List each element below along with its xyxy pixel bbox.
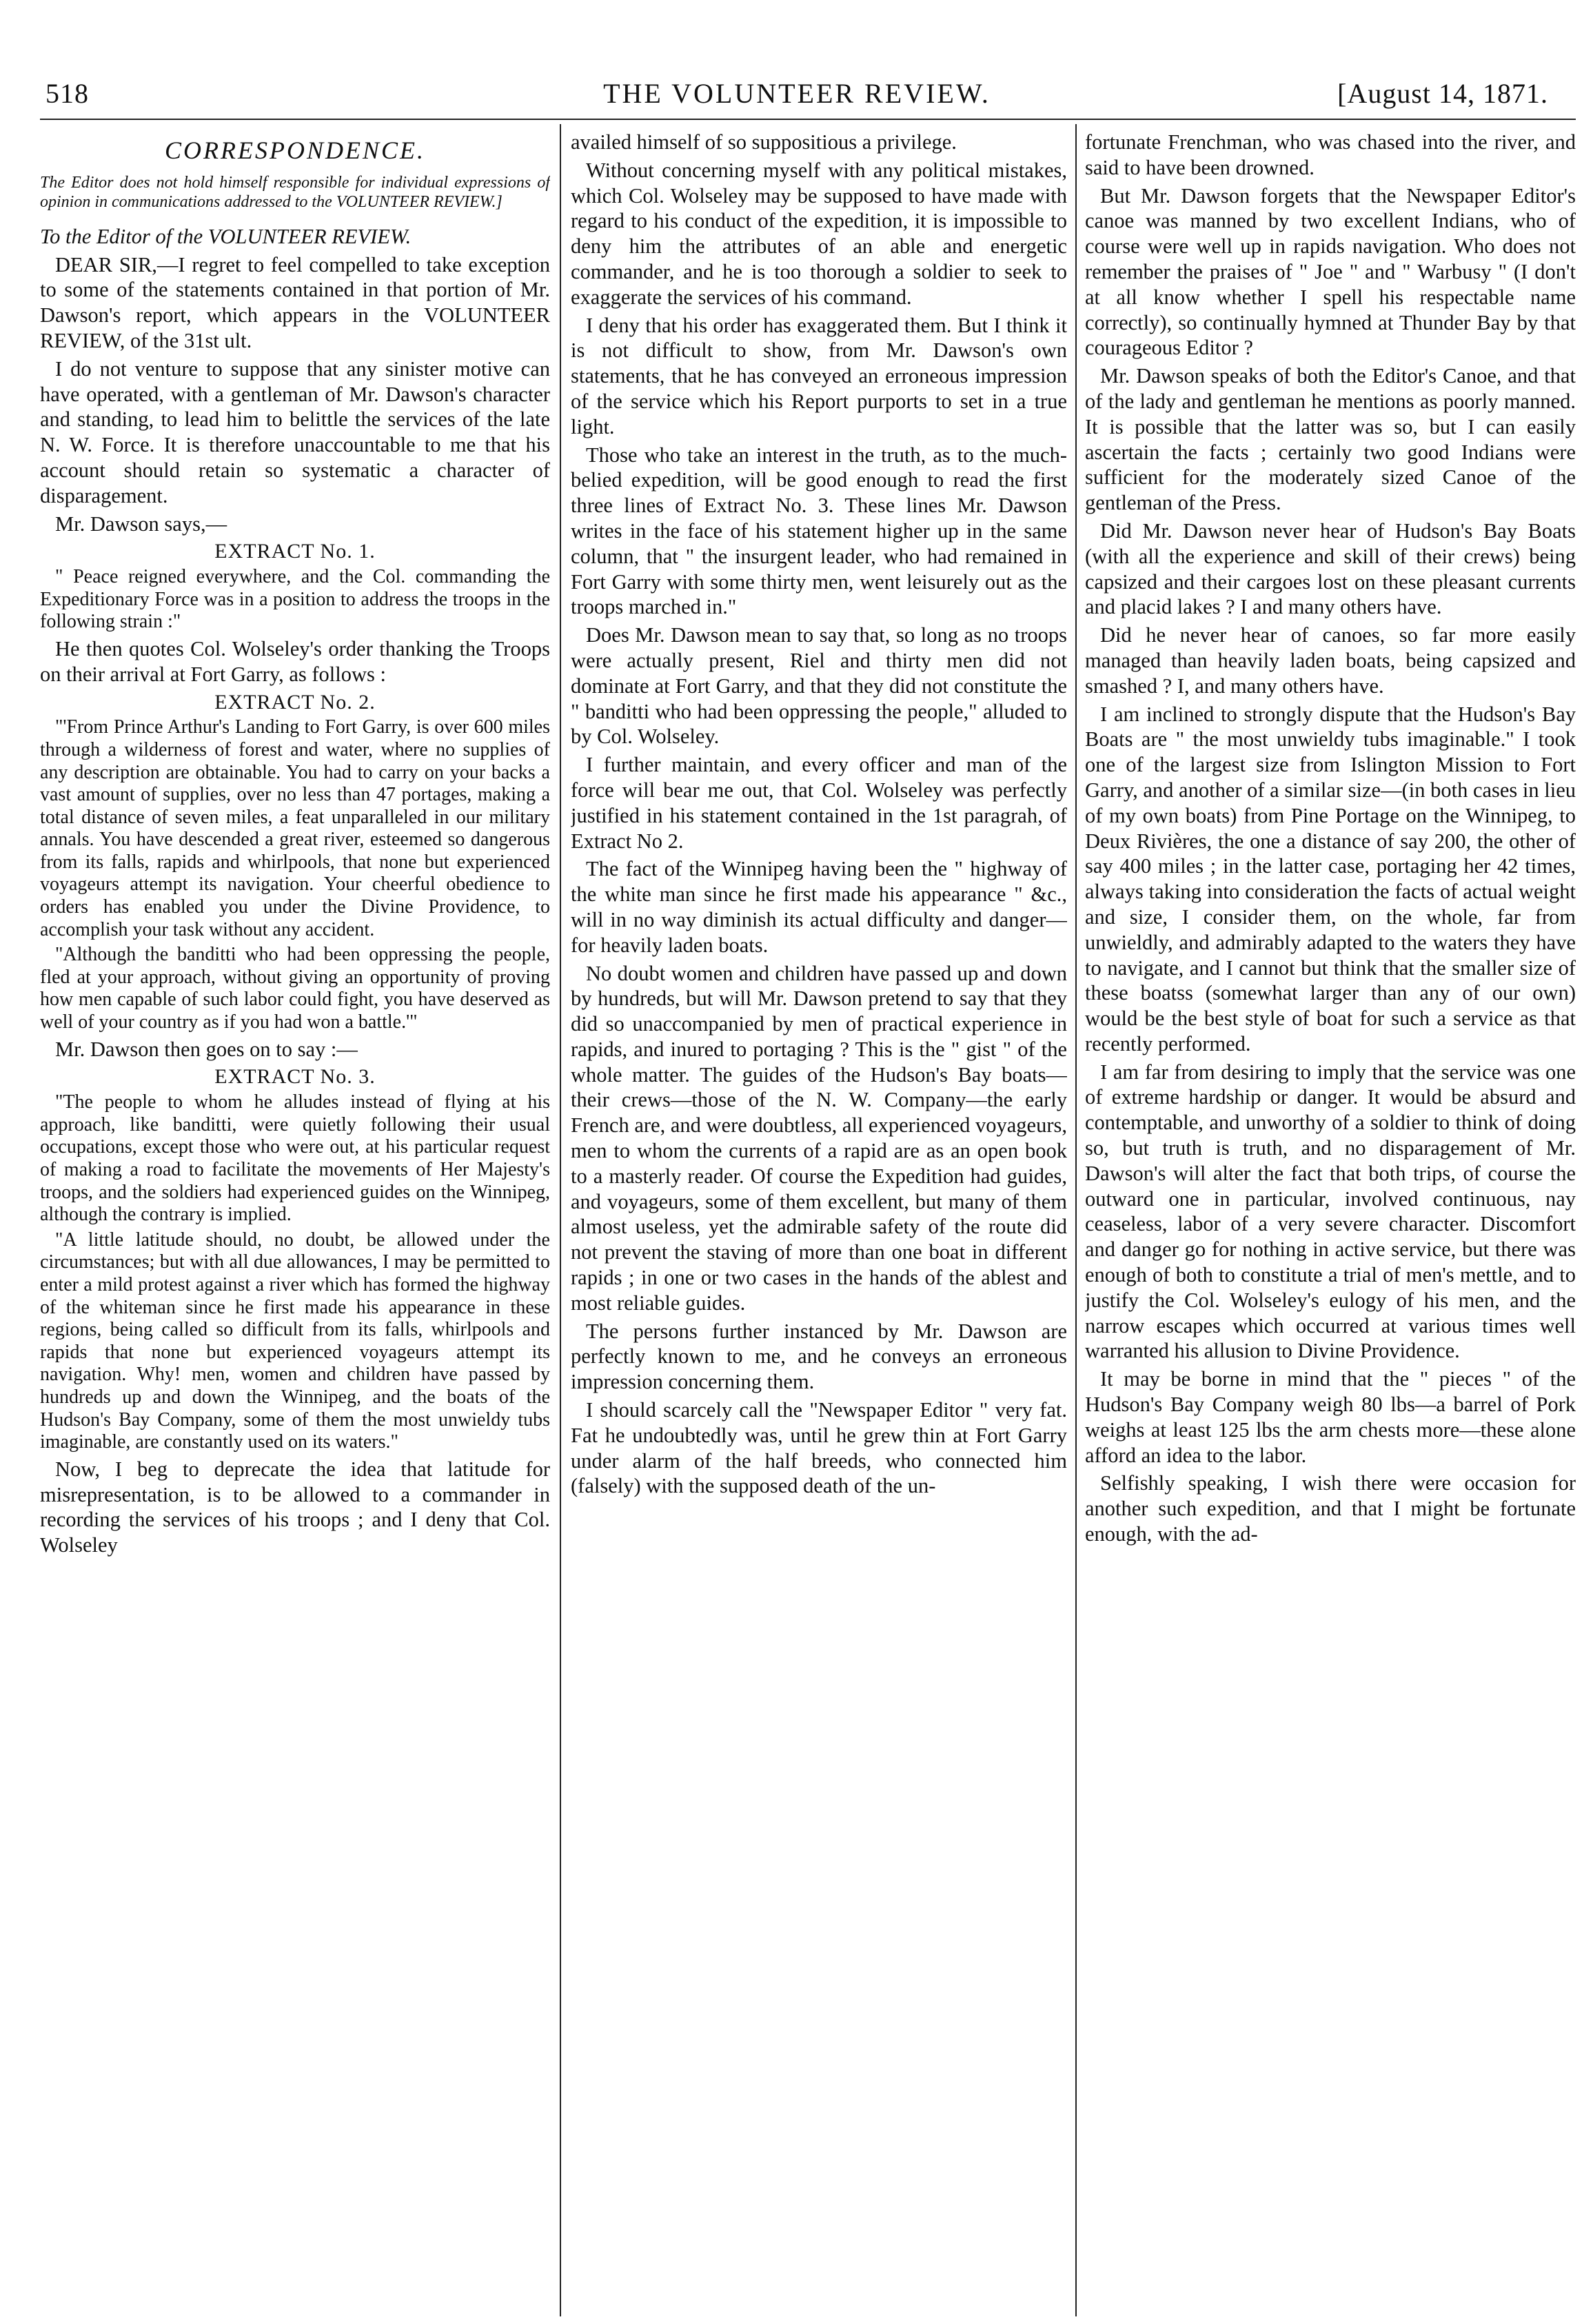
- paragraph: Without concerning myself with any political mistakes, which Col. Wolseley may be supposed to have made with regard to his conduct of the expedition, it is impossible to deny him the attributes of an able and energetic commander, and he is too thorough a soldier to seek to exaggerate the services of his command.: [571, 158, 1067, 309]
- paragraph: The persons further instanced by Mr. Dawson are perfectly known to me, and he conveys an erroneous impression concerning them.: [571, 1319, 1067, 1394]
- paragraph: Those who take an interest in the truth, as to the much-belied expedition, will be good enough to read the first three lines of Extract No. 3. These lines Mr. Dawson writes in the face of his statement higher up in the same column, that " the insurgent leader, who had remained in Fort Garry with some thirty men, went leisurely out as the troops marched in.": [571, 443, 1067, 619]
- header-rule: [40, 119, 1576, 120]
- paragraph: Does Mr. Dawson mean to say that, so long as no troops were actually present, Riel and thirty men did not dominate at Fort Garry, and that they did not constitute the " banditti who had been oppressing the people," alluded to by Col. Wolseley.: [571, 623, 1067, 749]
- paragraph: No doubt women and children have passed up and down by hundreds, but will Mr. Dawson pretend to say that they did so unaccompanied by men of practical experience in rapids, and inured to portaging ? This is the " gist " of the whole matter. The guides of the Hudson's Bay boats—their crews—those of the N. W. Company—the early French are, and were doubtless, all experienced voyageurs, men to whom the currents of a rapid are as an open book to a masterly reader. Of course the Expedition had guides, and voyageurs, some of them excellent, but many of them almost useless, yet the admirable safety of the route did not prevent the staving of more than one boat in different rapids ; in one or two cases in the hands of the ablest and most reliable guides.: [571, 961, 1067, 1315]
- paragraph: I am far from desiring to imply that the service was one of extreme hardship or danger. It would be absurd and contemptable, and unworthy of a soldier to think of doing so, but truth is truth, and no disparagement of Mr. Dawson's will alter the fact that both trips, of course the outward one in particular, involved continuous, nay ceaseless, labor of a very severe character. Discomfort and danger go for nothing in active service, but there was enough of both to constitute a trial of men's mettle, and to justify the Col. Wolseley's eulogy of his men, and the narrow escapes which occurred at various times well warranted his allusion to Divine Providence.: [1085, 1060, 1576, 1363]
- publication-title: THE VOLUNTEER REVIEW.: [603, 78, 991, 109]
- column-2: [571, 130, 1067, 2315]
- paragraph: Now, I beg to deprecate the idea that latitude for misrepresentation, is to be allowed to a commander in recording the services of his troops ; and I deny that Col. Wolseley: [40, 1457, 550, 1557]
- extract-quote: "'From Prince Arthur's Landing to Fort Garry, is over 600 miles through a wilderness of forest and water, where no supplies of any description are obtainable. You had to carry on your backs a vast amount of supplies, over no less than 47 portages, making a total distance of seven miles, a feat unparalleled in our military annals. You have descended a great river, esteemed so dangerous from its falls, rapids and whirlpools, that none but experienced voyageurs attempt its navigation. Your cheerful obedience to orders has enabled you under the Divine Providence, to accomplish your task without any accident.: [40, 716, 550, 940]
- extract-quote: "A little latitude should, no doubt, be allowed under the circumstances; but with all due allowances, I may be permitted to enter a mild protest against a river which has formed the highway of the whiteman since he first made his appearance in these regions, being called so difficult from its falls, whirlpools and rapids that none but experienced voyageurs attempt its navigation. Why! men, women and children have passed by hundreds up and down the Winnipeg, and the boats of the Hudson's Bay Company, some of them the most unwieldy tubs imaginable, are constantly used on its waters.": [40, 1229, 550, 1453]
- paragraph: Mr. Dawson speaks of both the Editor's Canoe, and that of the lady and gentleman he mentions as poorly manned. It is possible that the latter was so, but I can easily ascertain the facts ; certainly two good Indians were sufficient for the moderately sized Canoe of the gentleman of the Press.: [1085, 364, 1576, 515]
- extract-quote: "The people to whom he alludes instead of flying at his approach, like banditti, were quietly following their usual occupations, except those who were out, at his particular request of making a road to facilitate the movements of Her Majesty's troops, and the soldiers had experienced guides on the Winnipeg, although the contrary is implied.: [40, 1091, 550, 1226]
- extract-label: EXTRACT No. 1.: [214, 540, 376, 563]
- paragraph: But Mr. Dawson forgets that the Newspaper Editor's canoe was manned by two excellent Indians, who of course were well up in rapids navigation. Who does not remember the praises of " Joe " and " Warbusy " (I don't at all know whether I spell his respectable name correctly), so continually hymned at Thunder Bay by that courageous Editor ?: [1085, 183, 1576, 360]
- paragraph: The fact of the Winnipeg having been the " highway of the white man since he first made his appearance " &c., will in no way diminish its actual difficulty and danger— for heavily laden boats.: [571, 857, 1067, 957]
- paragraph: I should scarcely call the "Newspaper Editor " very fat. Fat he undoubtedly was, until he grew thin at Fort Garry under alarm of the half breeds, who connected him (falsely) with the supposed death of the un-: [571, 1398, 1067, 1498]
- extract-label: EXTRACT No. 3.: [214, 1065, 376, 1089]
- paragraph: It may be borne in mind that the " pieces " of the Hudson's Bay Company weigh 80 lbs—a barrel of Pork weighs at least 125 lbs the arm chests more—these alone afford an idea to the labor.: [1085, 1367, 1576, 1467]
- section-heading: CORRESPONDENCE.: [165, 137, 425, 164]
- column-1: [40, 130, 550, 2315]
- paragraph: Mr. Dawson then goes on to say :—: [55, 1037, 358, 1061]
- paragraph: He then quotes Col. Wolseley's order thanking the Troops on their arrival at Fort Garry, as follows :: [40, 636, 550, 686]
- column-rule-1: [560, 124, 561, 2316]
- extract-quote: "Although the banditti who had been oppressing the people, fled at your approach, without giving an opportunity of proving how men capable of such labor could fight, you have deserved as well of your country as if you had won a battle.'": [40, 944, 550, 1033]
- extract-quote: " Peace reigned everywhere, and the Col. commanding the Expeditionary Force was in a position to address the troops in the following strain :": [40, 566, 550, 633]
- letter-salutation: To the Editor of the VOLUNTEER REVIEW.: [40, 224, 412, 248]
- editorial-note: The Editor does not hold himself responsible for individual expressions of opinion in communications addressed to the VOLUNTEER REVIEW.]: [40, 173, 550, 211]
- page-number: 518: [45, 78, 89, 109]
- paragraph: fortunate Frenchman, who was chased into the river, and said to have been drowned.: [1085, 130, 1576, 179]
- paragraph: availed himself of so suppositious a privilege.: [571, 130, 957, 154]
- paragraph: Did he never hear of canoes, so far more easily managed than heavily laden boats, being capsized and smashed ? I, and many others have.: [1085, 623, 1576, 698]
- paragraph: Mr. Dawson says,—: [55, 512, 227, 536]
- paragraph: I deny that his order has exaggerated them. But I think it is not difficult to show, from Mr. Dawson's own statements, that he has conveyed an erroneous impression of the service which his Report purports to set in a true light.: [571, 313, 1067, 438]
- page-header: [45, 77, 1548, 119]
- paragraph: Selfishly speaking, I wish there were occasion for another such expedition, and that I might be fortunate enough, with the ad-: [1085, 1471, 1576, 1546]
- paragraph: I further maintain, and every officer and man of the force will bear me out, that Col. Wolseley was perfectly justified in his statement contained in the 1st paragrah, of Extract No 2.: [571, 753, 1067, 853]
- paragraph: Did Mr. Dawson never hear of Hudson's Bay Boats (with all the experience and skill of their crews) being capsized and their cargoes lost on these pleasant currents and placid lakes ? I and many others have.: [1085, 518, 1576, 619]
- paragraph: I am inclined to strongly dispute that the Hudson's Bay Boats are " the most unwieldy tubs imaginable." I took one of the largest size from Islington Mission to Fort Garry, and another of a similar size—(in both cases in lieu of my own boats) from Pine Portage on the Winnipeg, to Deux Rivières, the one a distance of say 200, the other of say 400 miles ; in the latter case, portaging her 42 times, always taking into consideration the facts of actual weight and size, I consider them, on the whole, far from unwieldly, and admirably adapted to the waters they have to navigate, and I cannot but think that the smaller size of these boatss (somewhat larger than any of our own) would be the best style of boat for such a service as that recently performed.: [1085, 702, 1576, 1055]
- paragraph: DEAR SIR,—I regret to feel compelled to take exception to some of the statements contained in that portion of Mr. Dawson's report, which appears in the VOLUNTEER REVIEW, of the 31st ult.: [40, 252, 550, 352]
- column-rule-2: [1075, 124, 1077, 2316]
- column-3: [1085, 130, 1576, 2315]
- paragraph: I do not venture to suppose that any sinister motive can have operated, with a gentleman of Mr. Dawson's character and standing, to lead him to belittle the services of the late N. W. Force. It is therefore unaccountable to me that his account should retain so systematic a character of disparagement.: [40, 356, 550, 507]
- extract-label: EXTRACT No. 2.: [214, 690, 376, 714]
- issue-date: [August 14, 1871.: [1337, 78, 1548, 109]
